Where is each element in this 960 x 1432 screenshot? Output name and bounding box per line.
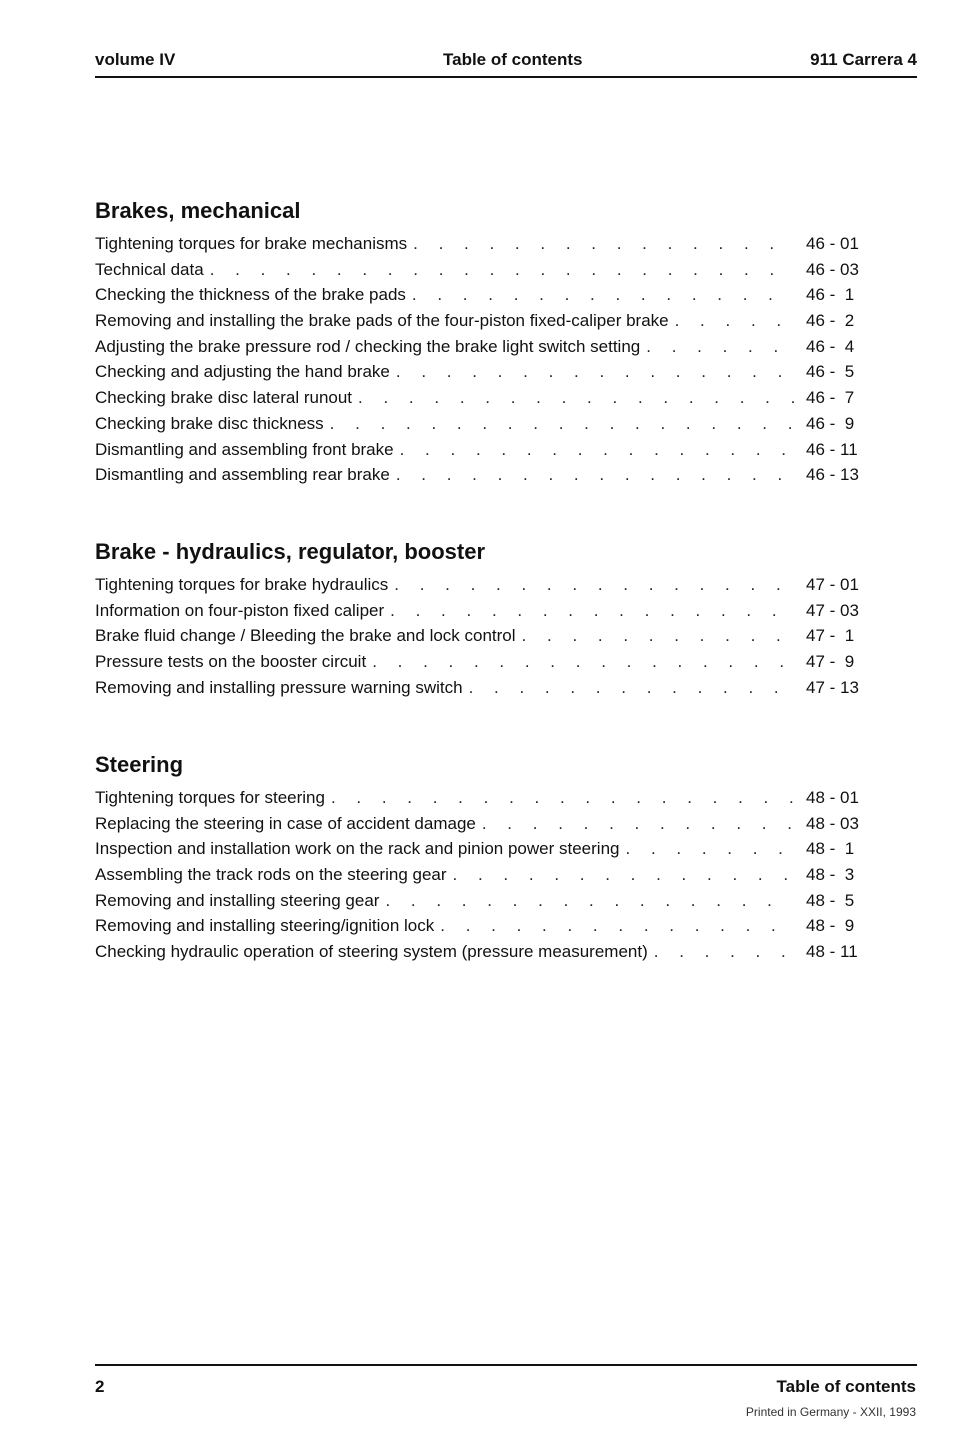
toc-entry-title: Dismantling and assembling rear brake — [95, 465, 390, 485]
leader-dots — [482, 814, 794, 834]
toc-entry-title: Tightening torques for brake mechanisms — [95, 234, 408, 253]
toc-entry-page: 47 - 01 — [806, 575, 859, 594]
toc-entry-title: Replacing the steering in case of accident damage — [95, 813, 476, 833]
leader-dots — [440, 916, 794, 936]
leader-dots — [385, 891, 794, 911]
leader-dots — [394, 575, 794, 595]
toc-entry[interactable] — [95, 260, 868, 286]
header-title: Table of contents — [443, 50, 583, 69]
toc-entry-page: 46 - 2 — [806, 311, 855, 331]
footer-section-title: Table of contents — [776, 1377, 916, 1396]
toc-entry-page: 48 - 9 — [806, 916, 855, 936]
toc-entry[interactable] — [95, 465, 868, 491]
toc-entry[interactable] — [95, 814, 868, 840]
toc-entry-title: Removing and installing pressure warning switch — [95, 677, 463, 697]
toc-entry-page: 46 - 4 — [806, 336, 855, 356]
toc-entry-title: Tightening torques for brake hydraulics — [95, 575, 389, 594]
toc-entry[interactable] — [95, 865, 868, 891]
footer-rule — [95, 1364, 917, 1366]
section-brake-hydraulics — [95, 535, 868, 703]
toc-entry-title: Checking the thickness of the brake pads — [95, 285, 406, 305]
section-brakes-mechanical — [95, 194, 868, 491]
toc-entry[interactable] — [95, 414, 868, 440]
leader-dots — [675, 311, 794, 331]
toc-entry-title: Removing and installing steering/ignition lock — [95, 916, 435, 936]
toc-entry-page: 47 - 13 — [806, 677, 859, 697]
toc-entry-page: 46 - 7 — [806, 388, 855, 408]
toc-entry-page: 48 - 11 — [806, 942, 858, 962]
toc-entry-page: 46 - 11 — [806, 439, 858, 459]
toc-entry-page: 46 - 01 — [806, 234, 859, 253]
leader-dots — [396, 362, 794, 382]
section-title: Brake - hydraulics, regulator, booster — [95, 539, 486, 564]
toc-entry-page: 46 - 1 — [806, 285, 855, 305]
leader-dots — [522, 626, 794, 646]
leader-dots — [331, 788, 794, 808]
toc-entry-page: 48 - 01 — [806, 788, 859, 807]
toc-entry-page: 46 - 5 — [806, 362, 855, 382]
toc-entry[interactable] — [95, 311, 868, 337]
toc-entry-title: Checking brake disc thickness — [95, 413, 324, 433]
section-title: Brakes, mechanical — [95, 198, 301, 223]
toc-entry-title: Brake fluid change / Bleeding the brake and lock control — [95, 626, 516, 646]
toc-entry-page: 47 - 9 — [806, 652, 855, 672]
leader-dots — [412, 285, 794, 305]
toc-entry-title: Removing and installing the brake pads of the four-piston fixed-caliper brake — [95, 311, 669, 331]
toc-entry[interactable] — [95, 575, 868, 601]
toc-entry-title: Tightening torques for steering — [95, 788, 325, 807]
toc-entry[interactable] — [95, 440, 868, 466]
leader-dots — [413, 234, 794, 254]
toc-entry[interactable] — [95, 362, 868, 388]
leader-dots — [358, 388, 794, 408]
leader-dots — [330, 414, 794, 434]
toc-entry-page: 47 - 03 — [806, 600, 859, 620]
toc-entry-title: Checking brake disc lateral runout — [95, 388, 353, 408]
toc-entry[interactable] — [95, 626, 868, 652]
toc-entry-title: Assembling the track rods on the steering gear — [95, 865, 447, 885]
leader-dots — [210, 260, 794, 280]
toc-entry[interactable] — [95, 601, 868, 627]
toc-entry-title: Inspection and installation work on the rack and pinion power steering — [95, 839, 620, 859]
leader-dots — [390, 601, 794, 621]
section-title: Steering — [95, 752, 184, 777]
leader-dots — [400, 440, 794, 460]
toc-entry[interactable] — [95, 388, 868, 414]
toc-entry-title: Checking hydraulic operation of steering system (pressure measurement) — [95, 942, 648, 962]
print-info: Printed in Germany - XXII, 1993 — [745, 1405, 916, 1419]
toc-entry-page: 47 - 1 — [806, 626, 855, 646]
leader-dots — [654, 942, 794, 962]
header-volume: volume IV — [95, 50, 176, 69]
page-header — [95, 44, 917, 78]
toc-entry-page: 48 - 1 — [806, 839, 855, 859]
toc-entry-page: 46 - 9 — [806, 413, 855, 433]
toc-entry[interactable] — [95, 285, 868, 311]
toc-entry-title: Removing and installing steering gear — [95, 890, 380, 910]
page-number: 2 — [95, 1377, 105, 1396]
toc-entry[interactable] — [95, 788, 868, 814]
leader-dots — [396, 465, 794, 485]
toc-entry[interactable] — [95, 942, 868, 968]
header-model: 911 Carrera 4 — [810, 50, 917, 69]
leader-dots — [646, 337, 794, 357]
toc-entry-title: Information on four-piston fixed caliper — [95, 600, 385, 620]
toc-entry[interactable] — [95, 678, 868, 704]
toc-entry[interactable] — [95, 891, 868, 917]
toc-entry-title: Dismantling and assembling front brake — [95, 439, 394, 459]
leader-dots — [372, 652, 794, 672]
toc-entry[interactable] — [95, 916, 868, 942]
toc-entry[interactable] — [95, 839, 868, 865]
section-steering — [95, 748, 868, 968]
leader-dots — [626, 839, 795, 859]
leader-dots — [469, 678, 794, 698]
toc-entry-page: 48 - 5 — [806, 890, 855, 910]
toc-entry-title: Adjusting the brake pressure rod / checking the brake light switch setting — [95, 336, 641, 356]
toc-entry[interactable] — [95, 234, 868, 260]
toc-entry[interactable] — [95, 652, 868, 678]
toc-entry-page: 48 - 3 — [806, 865, 855, 885]
toc-entry[interactable] — [95, 337, 868, 363]
toc-entry-title: Checking and adjusting the hand brake — [95, 362, 390, 382]
toc-entry-page: 46 - 13 — [806, 465, 859, 485]
toc-entry-page: 48 - 03 — [806, 813, 859, 833]
toc-entry-title: Pressure tests on the booster circuit — [95, 652, 367, 672]
toc-entry-title: Technical data — [95, 259, 204, 279]
leader-dots — [453, 865, 794, 885]
toc-entry-page: 46 - 03 — [806, 259, 859, 279]
